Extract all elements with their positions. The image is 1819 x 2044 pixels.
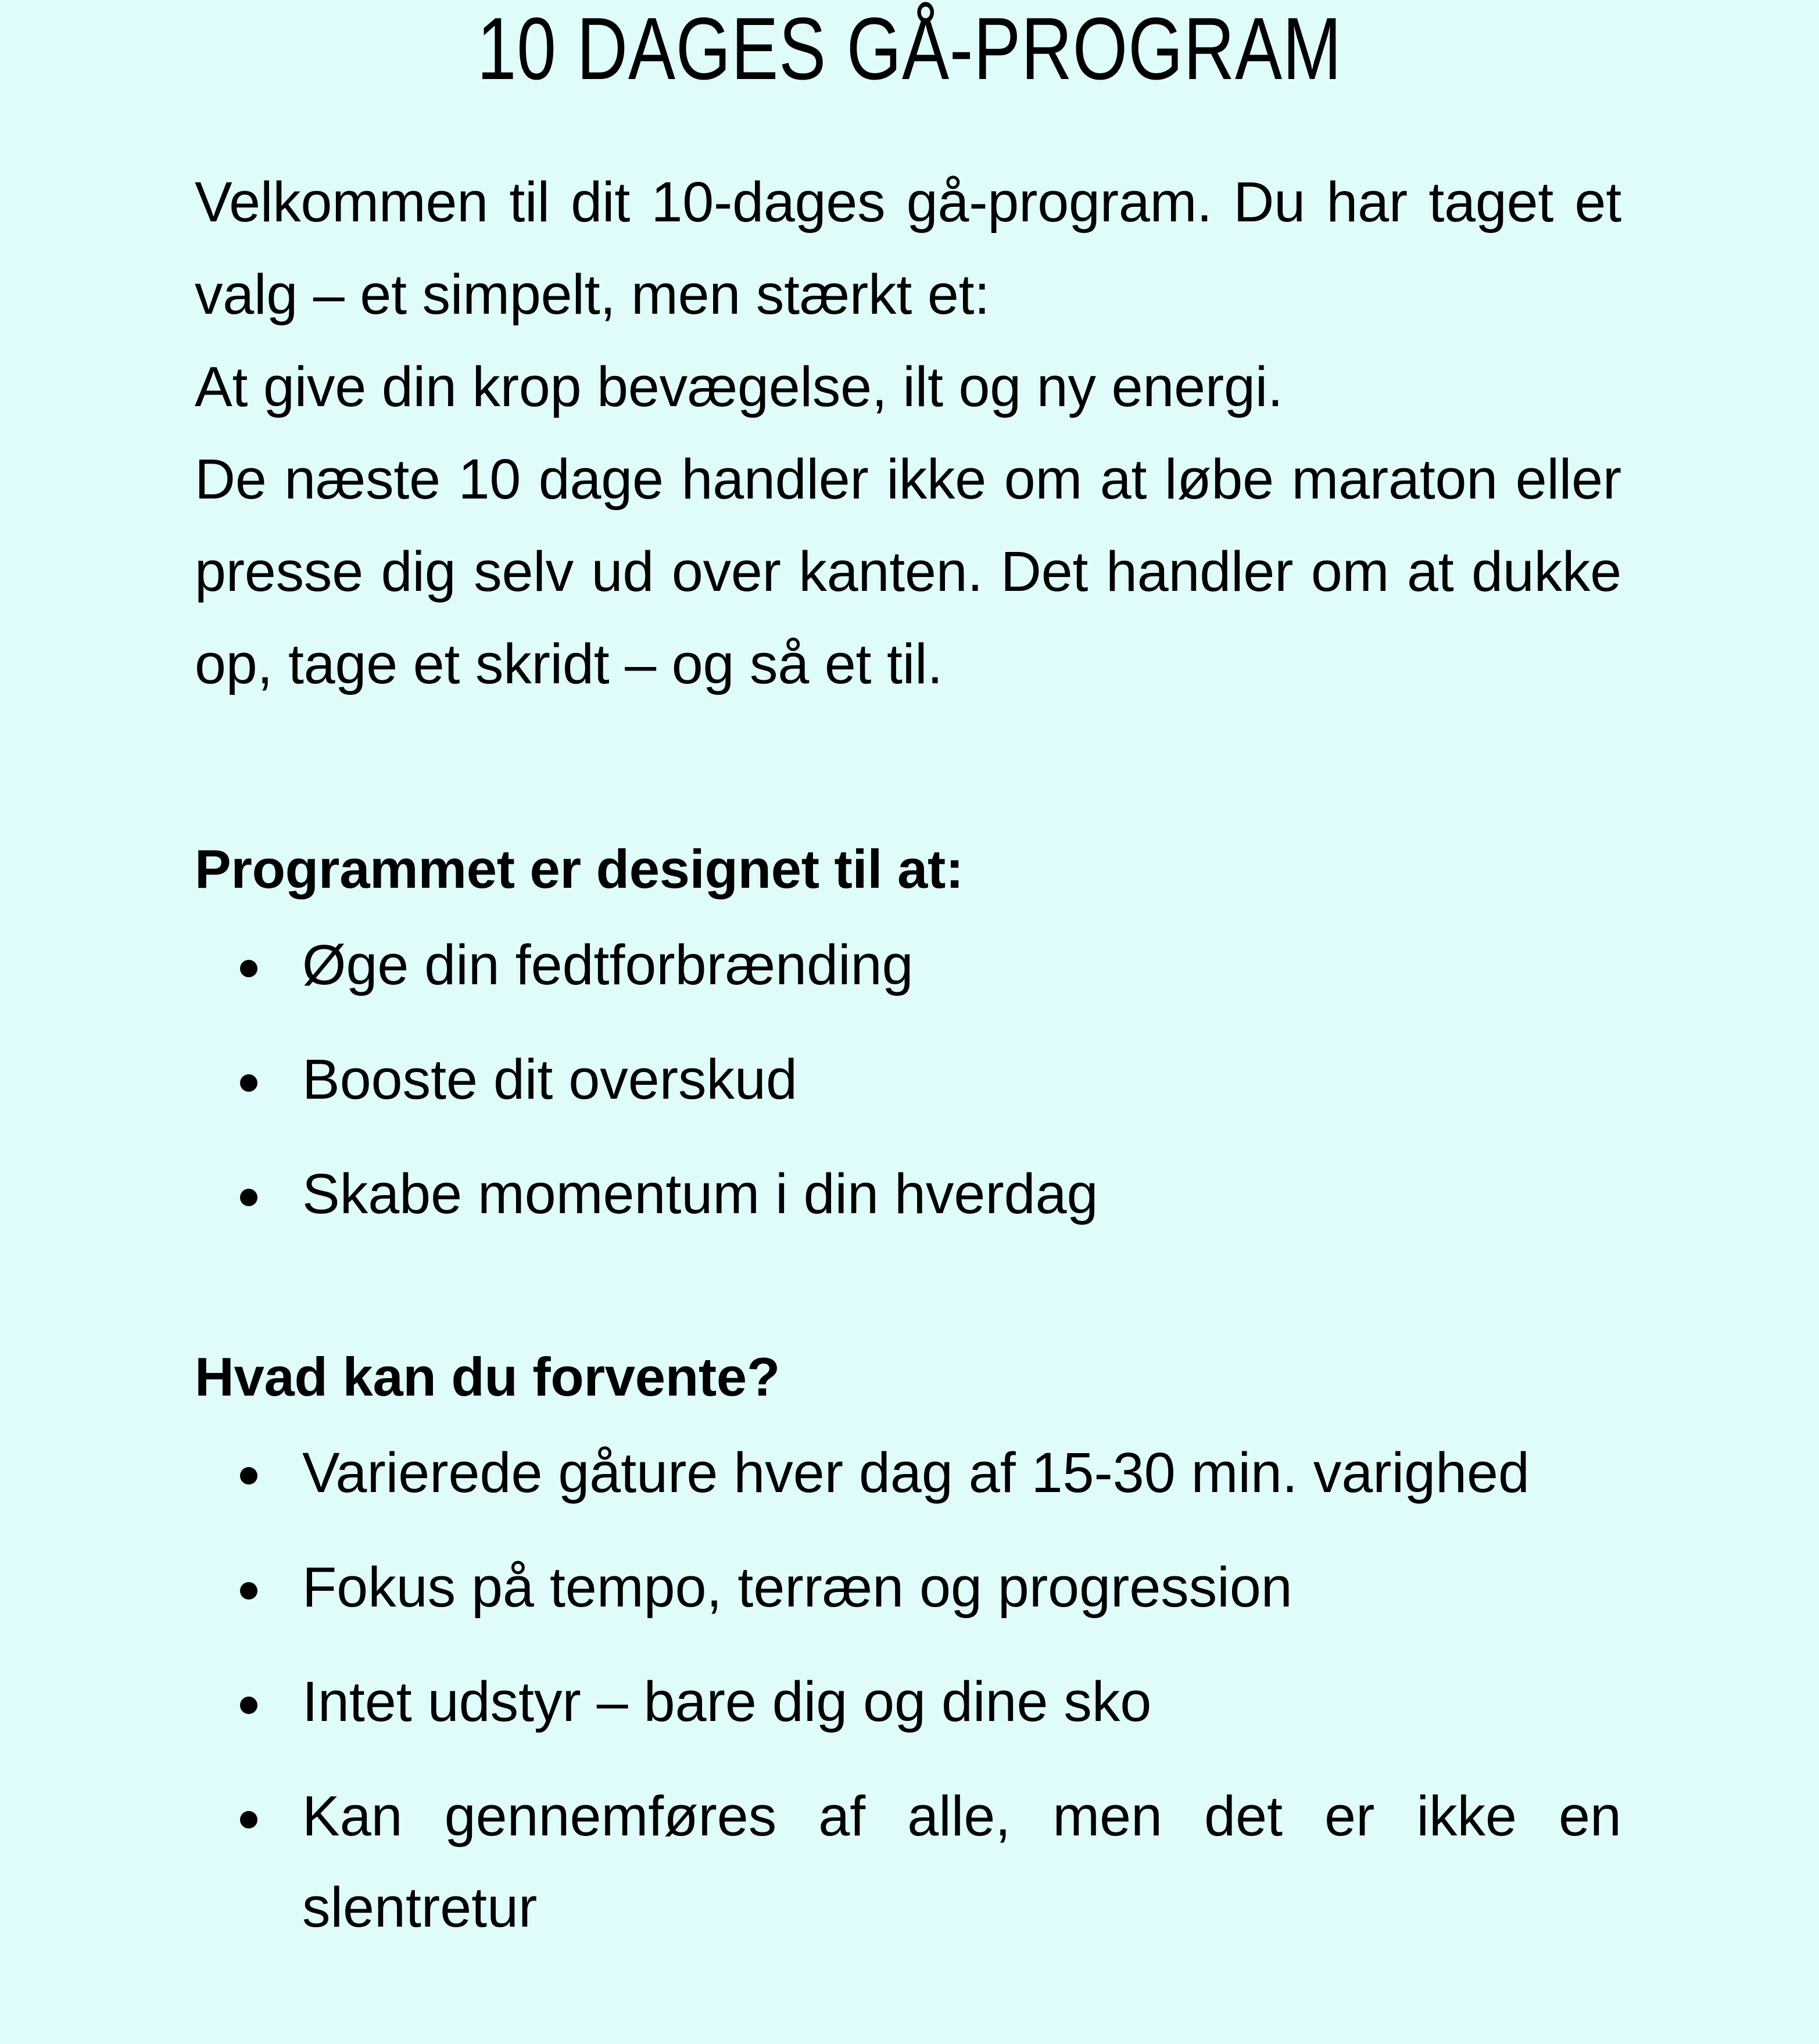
bullet-dot-icon [240,1697,257,1714]
document-body [195,156,1621,2044]
list-item-label: Booste dit overskud [302,1047,797,1111]
bullet-list-1 [195,919,1621,1239]
list-item [195,1427,1621,1518]
list-item [195,1656,1621,1747]
intro-paragraph-2: At give din krop bevægelse, ilt og ny energi. [195,355,1283,419]
section-designet-til-at [195,839,1621,1239]
section-spacer-2 [195,1239,1621,1347]
list-item-label: Skabe momentum i din hverdag [302,1162,1098,1226]
list-item-label: Intet udstyr – bare dig og dine sko [302,1669,1152,1733]
list-item [195,1148,1621,1239]
page-title: 10 DAGES GÅ-PROGRAM [477,0,1342,98]
list-item-label: Øge din fedtforbrænding [302,933,914,996]
section-heading-1: Programmet er designet til at: [195,838,964,900]
intro-paragraph-1: Velkommen til dit 10-dages gå-program. Du har taget et valg – et simpelt, men stærkt et: [195,170,1621,327]
list-item [195,1770,1621,2044]
bullet-dot-icon [240,1467,257,1484]
list-item-label: Kan gennemføres af alle, men det er ikke en slentretur [302,1784,1621,1939]
bullet-dot-icon [240,1582,257,1600]
bullet-dot-icon [240,1189,257,1206]
intro-paragraph-3: De næste 10 dage handler ikke om at løbe maraton eller presse dig selv ud over kanten. Det handler om at dukke op, tage et skridt – og så et til. [195,447,1621,696]
list-item-label: Varierede gåture hver dag af 15-30 min. varighed [302,1440,1530,1504]
section-heading-2: Hvad kan du forvente? [195,1346,780,1408]
section-hvad-kan-du-forvente [195,1347,1621,2044]
list-item [195,1034,1621,1125]
section-spacer-1 [195,710,1621,839]
list-item [195,919,1621,1010]
bullet-dot-icon [240,1811,257,1828]
list-item [195,1541,1621,1633]
list-item-label: Fokus på tempo, terræn og progression [302,1555,1292,1619]
bullet-list-2 [195,1427,1621,2044]
bullet-dot-icon [240,1074,257,1092]
bullet-dot-icon [240,960,257,977]
